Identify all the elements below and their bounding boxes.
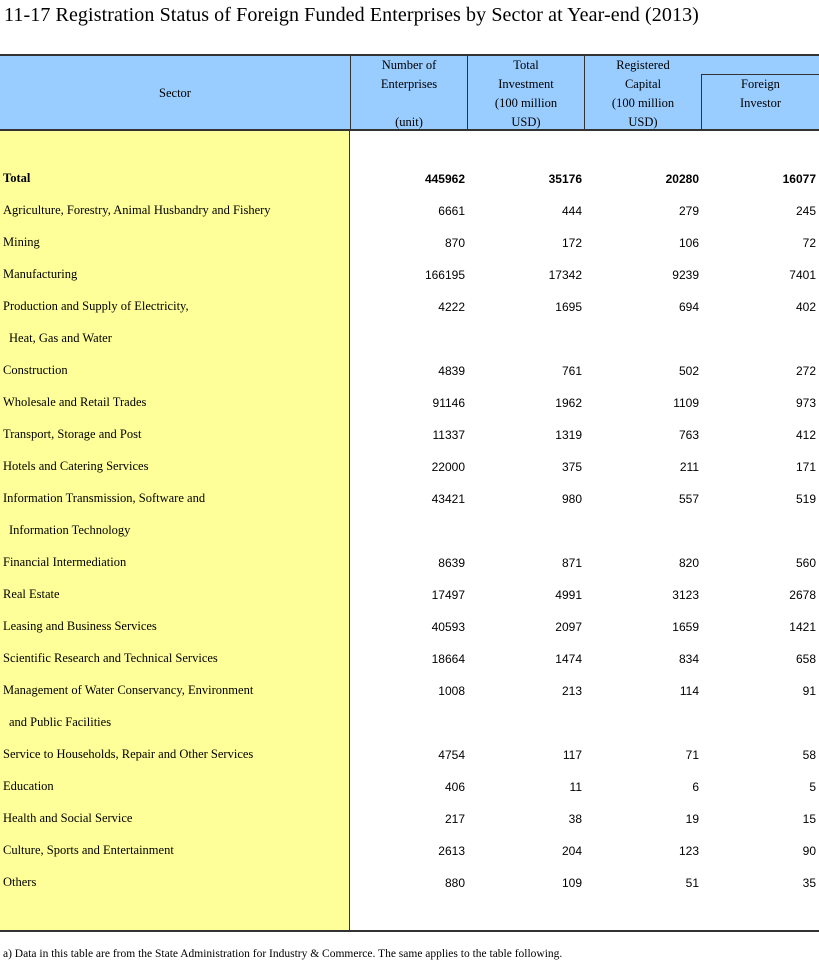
number-of-enterprises-cell: 11337 bbox=[432, 428, 465, 442]
foreign-investor-cell: 519 bbox=[795, 492, 816, 506]
header-label: Foreign bbox=[741, 77, 780, 91]
number-of-enterprises-cell: 2613 bbox=[438, 844, 465, 858]
number-of-enterprises-cell: 166195 bbox=[424, 268, 465, 282]
header-sector bbox=[0, 56, 350, 131]
sector-name: Wholesale and Retail Trades bbox=[3, 395, 147, 409]
sector-name: Service to Households, Repair and Other Services bbox=[3, 747, 254, 761]
header-total-investment bbox=[467, 56, 584, 131]
bottom-rule bbox=[0, 930, 819, 932]
total-investment-cell: 172 bbox=[561, 236, 582, 250]
sector-name: Financial Intermediation bbox=[3, 555, 127, 569]
header-sector-label: Sector bbox=[159, 86, 191, 100]
header-label: Investor bbox=[740, 96, 781, 110]
registered-capital-cell: 820 bbox=[678, 556, 699, 570]
number-of-enterprises-cell: 406 bbox=[444, 780, 465, 794]
registered-capital-cell: 279 bbox=[678, 204, 699, 218]
total-investment-cell: 761 bbox=[561, 364, 582, 378]
total-investment-cell: 117 bbox=[562, 748, 582, 762]
foreign-investor-cell: 272 bbox=[795, 364, 816, 378]
header-unit: USD) bbox=[511, 115, 541, 129]
table-row bbox=[0, 227, 819, 259]
sector-name: Mining bbox=[3, 235, 40, 249]
total-investment-cell: 4991 bbox=[555, 588, 582, 602]
total-investment-cell: 375 bbox=[561, 460, 582, 474]
foreign-investor-cell: 91 bbox=[802, 684, 816, 698]
registered-capital-cell: 1109 bbox=[673, 396, 699, 410]
sector-name: and Public Facilities bbox=[9, 715, 112, 729]
total-investment-cell: 35176 bbox=[548, 172, 582, 186]
sector-name: Health and Social Service bbox=[3, 811, 133, 825]
header-label: Number of bbox=[381, 58, 437, 72]
registered-capital-cell: 502 bbox=[678, 364, 699, 378]
sector-name: Construction bbox=[3, 363, 68, 377]
foreign-investor-cell: 72 bbox=[802, 236, 816, 250]
total-investment-cell: 980 bbox=[561, 492, 582, 506]
registered-capital-cell: 123 bbox=[678, 844, 699, 858]
foreign-investor-cell: 973 bbox=[795, 396, 816, 410]
sector-name: Real Estate bbox=[3, 587, 60, 601]
registered-capital-cell: 1659 bbox=[672, 620, 699, 634]
number-of-enterprises-cell: 4839 bbox=[438, 364, 465, 378]
table-row bbox=[0, 547, 819, 579]
table-row bbox=[0, 259, 819, 291]
registered-capital-cell: 20280 bbox=[665, 172, 699, 186]
header-label: Enterprises bbox=[380, 77, 438, 91]
table-row bbox=[0, 355, 819, 387]
number-of-enterprises-cell: 1008 bbox=[438, 684, 465, 698]
table-row bbox=[0, 771, 819, 803]
number-of-enterprises-cell: 43421 bbox=[431, 492, 465, 506]
sector-name: Hotels and Catering Services bbox=[3, 459, 149, 473]
number-of-enterprises-cell: 217 bbox=[444, 812, 465, 826]
sector-name: Management of Water Conservancy, Environment bbox=[3, 683, 254, 697]
foreign-investor-cell: 658 bbox=[795, 652, 816, 666]
total-investment-cell: 204 bbox=[561, 844, 582, 858]
total-investment-cell: 17342 bbox=[548, 268, 582, 282]
registered-capital-cell: 834 bbox=[678, 652, 699, 666]
total-investment-cell: 213 bbox=[561, 684, 582, 698]
sector-name: Information Transmission, Software and bbox=[3, 491, 206, 505]
registered-capital-cell: 106 bbox=[678, 236, 699, 250]
sector-name: Production and Supply of Electricity, bbox=[3, 299, 189, 313]
number-of-enterprises-cell: 17497 bbox=[431, 588, 465, 602]
table-row bbox=[0, 451, 819, 483]
number-of-enterprises-cell: 18664 bbox=[431, 652, 465, 666]
sector-name: Manufacturing bbox=[3, 267, 78, 281]
foreign-investor-cell: 245 bbox=[795, 204, 816, 218]
total-investment-cell: 444 bbox=[561, 204, 582, 218]
header-label: Capital bbox=[624, 77, 662, 91]
registered-capital-cell: 557 bbox=[678, 492, 699, 506]
header-label: Investment bbox=[498, 77, 554, 91]
header-unit: (100 million bbox=[611, 96, 675, 110]
table-row bbox=[0, 579, 819, 611]
table-row bbox=[0, 707, 819, 739]
sector-name: Education bbox=[3, 779, 54, 793]
registered-capital-cell: 694 bbox=[678, 300, 699, 314]
foreign-investor-cell: 2678 bbox=[789, 588, 816, 602]
header-unit: (unit) bbox=[395, 115, 423, 129]
footnote: a) Data in this table are from the State Administration for Industry & Commerce. The same applies to the table following. bbox=[3, 948, 563, 960]
total-investment-cell: 1962 bbox=[555, 396, 582, 410]
sector-name: Scientific Research and Technical Services bbox=[3, 651, 218, 665]
number-of-enterprises-cell: 445962 bbox=[424, 172, 465, 186]
sector-name: Total bbox=[3, 171, 31, 185]
foreign-investor-cell: 5 bbox=[809, 780, 816, 794]
table-row bbox=[0, 675, 819, 707]
table-rows bbox=[0, 163, 819, 899]
table-row bbox=[0, 419, 819, 451]
header-number-of-enterprises bbox=[350, 56, 467, 131]
registered-capital-cell: 114 bbox=[679, 684, 699, 698]
table-body bbox=[0, 131, 819, 930]
header-unit: USD) bbox=[628, 115, 658, 129]
sector-name: Leasing and Business Services bbox=[3, 619, 157, 633]
total-investment-cell: 38 bbox=[568, 812, 582, 826]
total-investment-cell: 11 bbox=[569, 780, 582, 794]
header-unit: (100 million bbox=[494, 96, 558, 110]
header-foreign-investor bbox=[701, 74, 819, 131]
total-investment-cell: 871 bbox=[561, 556, 582, 570]
foreign-investor-cell: 90 bbox=[802, 844, 816, 858]
foreign-investor-cell: 35 bbox=[802, 876, 816, 890]
table-row bbox=[0, 483, 819, 515]
foreign-investor-cell: 58 bbox=[802, 748, 816, 762]
table-row bbox=[0, 739, 819, 771]
registered-capital-cell: 51 bbox=[685, 876, 699, 890]
total-investment-cell: 109 bbox=[561, 876, 582, 890]
sector-name: Transport, Storage and Post bbox=[3, 427, 142, 441]
registered-capital-cell: 19 bbox=[685, 812, 699, 826]
total-investment-cell: 1474 bbox=[555, 652, 582, 666]
table-header bbox=[0, 54, 819, 131]
sector-name: Heat, Gas and Water bbox=[9, 331, 112, 345]
sector-name: Agriculture, Forestry, Animal Husbandry and Fishery bbox=[3, 203, 271, 217]
table-title: 11-17 Registration Status of Foreign Funded Enterprises by Sector at Year-end (2013) bbox=[4, 4, 699, 26]
foreign-investor-cell: 402 bbox=[795, 300, 816, 314]
registered-capital-cell: 6 bbox=[692, 780, 699, 794]
table-row bbox=[0, 835, 819, 867]
sector-name: Culture, Sports and Entertainment bbox=[3, 843, 174, 857]
number-of-enterprises-cell: 8639 bbox=[438, 556, 465, 570]
number-of-enterprises-cell: 6661 bbox=[438, 204, 465, 218]
total-row bbox=[0, 163, 819, 195]
header-label: Registered bbox=[616, 58, 670, 72]
foreign-investor-cell: 412 bbox=[795, 428, 816, 442]
foreign-investor-cell: 560 bbox=[795, 556, 816, 570]
sector-name: Others bbox=[3, 875, 37, 889]
foreign-investor-cell: 1421 bbox=[789, 620, 816, 634]
table-row bbox=[0, 867, 819, 899]
number-of-enterprises-cell: 91146 bbox=[432, 396, 465, 410]
table-row bbox=[0, 643, 819, 675]
total-investment-cell: 1695 bbox=[555, 300, 582, 314]
table-row bbox=[0, 515, 819, 547]
number-of-enterprises-cell: 4754 bbox=[438, 748, 465, 762]
registered-capital-cell: 9239 bbox=[672, 268, 699, 282]
total-investment-cell: 2097 bbox=[555, 620, 582, 634]
table-row bbox=[0, 323, 819, 355]
table-row bbox=[0, 387, 819, 419]
table-row bbox=[0, 611, 819, 643]
header-label: Total bbox=[513, 58, 539, 72]
number-of-enterprises-cell: 22000 bbox=[431, 460, 465, 474]
registered-capital-cell: 71 bbox=[685, 748, 699, 762]
foreign-investor-cell: 7401 bbox=[789, 268, 816, 282]
number-of-enterprises-cell: 870 bbox=[444, 236, 465, 250]
registered-capital-cell: 211 bbox=[679, 460, 699, 474]
table-row bbox=[0, 195, 819, 227]
header-registered-capital bbox=[584, 56, 701, 131]
foreign-investor-cell: 16077 bbox=[782, 172, 816, 186]
total-investment-cell: 1319 bbox=[555, 428, 582, 442]
foreign-investor-cell: 15 bbox=[802, 812, 816, 826]
table-row bbox=[0, 803, 819, 835]
registered-capital-cell: 3123 bbox=[672, 588, 699, 602]
number-of-enterprises-cell: 880 bbox=[444, 876, 465, 890]
sector-name: Information Technology bbox=[9, 523, 131, 537]
number-of-enterprises-cell: 40593 bbox=[431, 620, 465, 634]
registered-capital-cell: 763 bbox=[678, 428, 699, 442]
table-row bbox=[0, 291, 819, 323]
foreign-investor-cell: 171 bbox=[795, 460, 816, 474]
number-of-enterprises-cell: 4222 bbox=[438, 300, 465, 314]
